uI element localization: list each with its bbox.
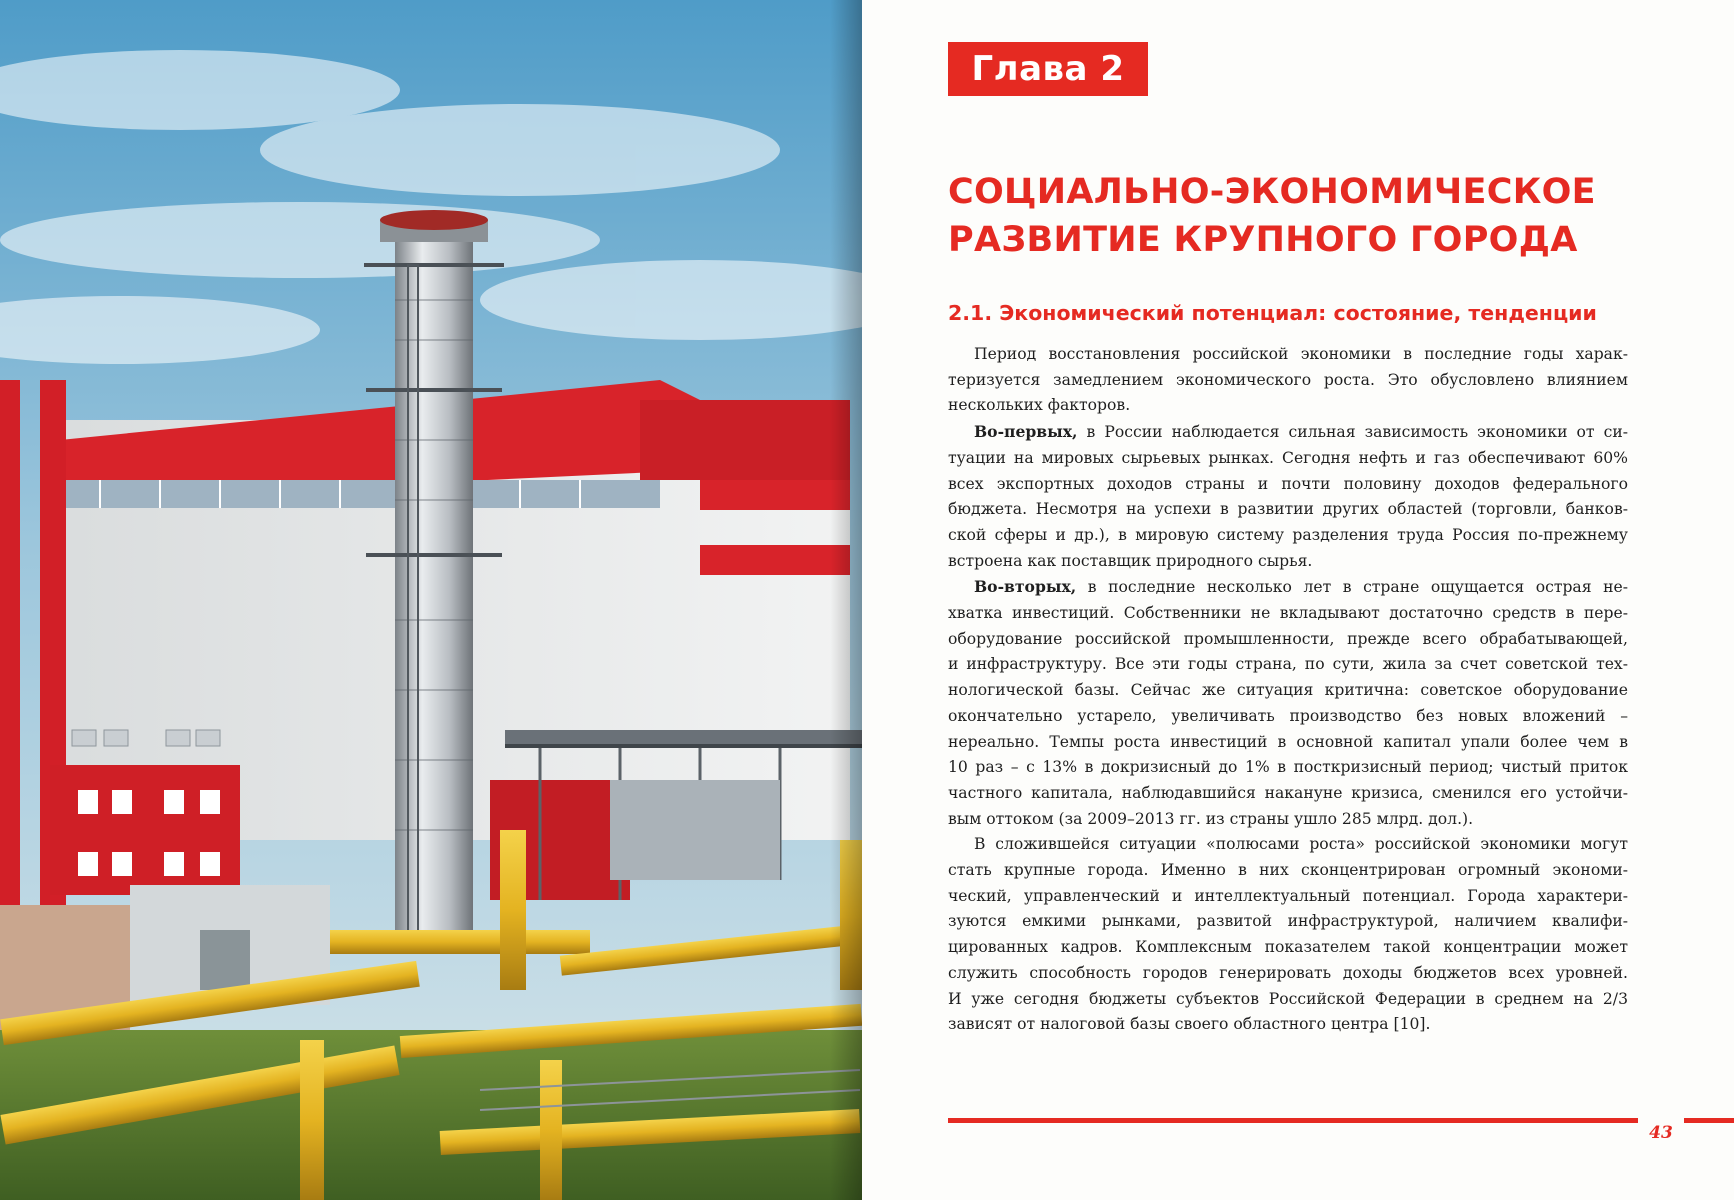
- text-line: вым оттоком (за 2009–2013 гг. из страны ушло 285 млрд. дол.).: [948, 809, 1474, 828]
- text-line: зуются емкими рынками, развитой инфраструктурой, наличием квалифи-: [948, 912, 1628, 931]
- text-line: всех экспортных доходов страны и почти половину доходов федерального: [948, 474, 1628, 493]
- chapter-title: [948, 168, 1648, 264]
- text-line: нологической базы. Сейчас же ситуация критична: советское оборудование: [948, 681, 1628, 700]
- paragraph: [948, 832, 1628, 1038]
- text-line: оборудование российской промышленности, прежде всего обрабатывающей,: [948, 629, 1628, 648]
- text-line: В сложившейся ситуации «полюсами роста» российской экономики могут: [974, 835, 1628, 854]
- text-run: в последние несколько лет в стране ощущается острая не-: [1076, 578, 1628, 597]
- text-line: цированных кадров. Комплексным показателем такой концентрации может: [948, 938, 1628, 957]
- text-line: и инфраструктуру. Все эти годы страна, по сути, жила за счет советской тех-: [948, 655, 1628, 674]
- text-line: частного капитала, наблюдавшийся накануне кризиса, сменился его устойчи-: [948, 783, 1628, 802]
- text-line: туации на мировых сырьевых рынках. Сегодня нефть и газ обеспечивают 60%: [948, 448, 1628, 467]
- chapter-badge: Глава 2: [948, 42, 1148, 96]
- text-line: встроена как поставщик природного сырья.: [948, 551, 1313, 570]
- text-run: в России наблюдается сильная зависимость экономики от си-: [1077, 423, 1628, 442]
- chapter-title-line: РАЗВИТИЕ КРУПНОГО ГОРОДА: [948, 220, 1578, 260]
- text-line: стать крупные города. Именно в них сконцентрирован огромный экономи-: [948, 861, 1628, 880]
- text-line: теризуется замедлением экономического роста. Это обусловлено влиянием: [948, 370, 1628, 389]
- text-line: [948, 574, 1628, 601]
- paragraph: [948, 574, 1628, 832]
- text-line: И уже сегодня бюджеты субъектов Российской Федерации в среднем на 2/3: [948, 989, 1628, 1008]
- paragraph-lead: Во-первых,: [974, 422, 1078, 442]
- text-line: ческий, управленческий и интеллектуальный потенциал. Города характери-: [948, 886, 1628, 905]
- text-line: нескольких факторов.: [948, 396, 1131, 415]
- paragraph-lead: Во-вторых,: [974, 577, 1077, 597]
- footer-rule: [948, 1118, 1638, 1123]
- text-line: [948, 419, 1628, 446]
- footer-rule-end: [1684, 1118, 1734, 1123]
- paragraph: [948, 342, 1628, 419]
- text-line: ской сферы и др.), в мировую систему разделения труда Россия по-прежнему: [948, 525, 1628, 544]
- text-line: окончательно устарело, увеличивать производство без новых вложений –: [948, 706, 1628, 725]
- text-line: 10 раз – с 13% в докризисный до 1% в посткризисный период; чистый приток: [948, 758, 1628, 777]
- chapter-title-line: СОЦИАЛЬНО-ЭКОНОМИЧЕСКОЕ: [948, 172, 1596, 212]
- text-line: бюджета. Несмотря на успехи в развитии других областей (торговли, банков-: [948, 500, 1628, 519]
- section-heading: 2.1. Экономический потенциал: состояние, тенденции: [948, 301, 1597, 325]
- text-line: зависят от налоговой базы своего областного центра [10].: [948, 1015, 1431, 1034]
- power-plant-photo: [0, 0, 862, 1200]
- page-number: 43: [1649, 1123, 1673, 1143]
- text-page: [862, 0, 1734, 1200]
- text-line: служить способность городов генерировать доходы бюджетов всех уровней.: [948, 963, 1628, 982]
- text-line: хватка инвестиций. Собственники не вкладывают достаточно средств в пере-: [948, 604, 1628, 623]
- text-line: нереально. Темпы роста инвестиций в основной капитал упали более чем в: [948, 732, 1628, 751]
- text-line: Период восстановления российской экономики в последние годы харак-: [974, 345, 1628, 363]
- body-text: [948, 342, 1628, 1038]
- paragraph: [948, 419, 1628, 574]
- book-gutter-shadow: [830, 0, 862, 1200]
